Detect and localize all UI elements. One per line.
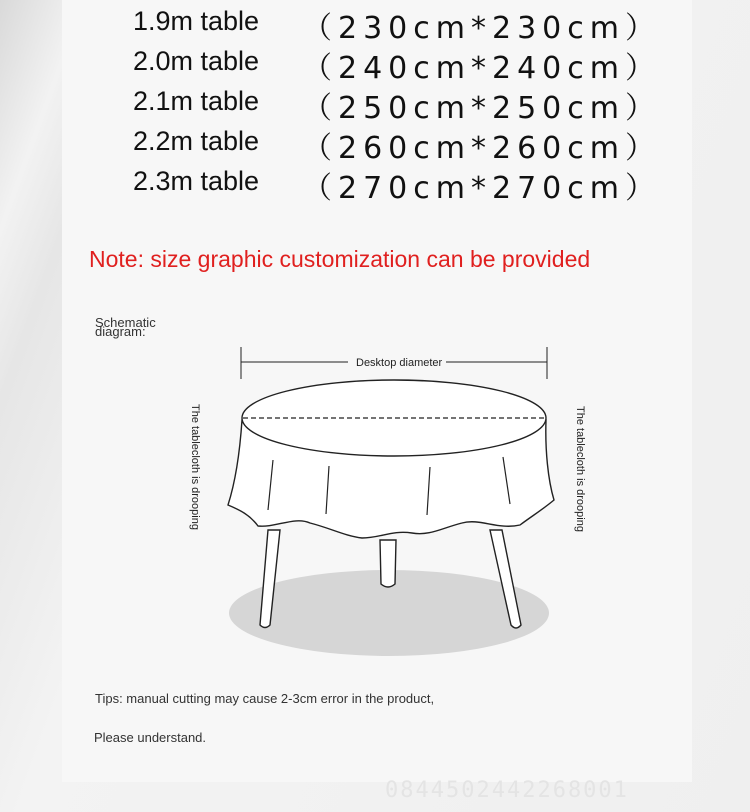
size-dimension: （270cm*270cm） bbox=[302, 171, 661, 206]
desktop-diameter-label: Desktop diameter bbox=[356, 357, 443, 369]
size-row bbox=[130, 162, 661, 206]
drooping-label-right: The tablecloth is drooping bbox=[574, 406, 586, 532]
size-row bbox=[130, 42, 661, 86]
size-label: 1.9m table bbox=[133, 6, 260, 36]
tips-text: Tips: manual cutting may cause 2-3cm error in the product, bbox=[95, 691, 435, 706]
drooping-label-left: The tablecloth is drooping bbox=[189, 404, 201, 530]
size-dimension: （250cm*250cm） bbox=[302, 91, 661, 126]
watermark: 0844502442268001 bbox=[385, 778, 629, 803]
please-understand-text: Please understand. bbox=[94, 730, 207, 745]
size-table bbox=[130, 2, 661, 206]
size-dimension: （240cm*240cm） bbox=[302, 51, 661, 86]
size-label: 2.3m table bbox=[133, 166, 260, 196]
size-label: 2.0m table bbox=[133, 46, 260, 76]
size-row bbox=[130, 82, 661, 126]
size-label: 2.1m table bbox=[133, 86, 260, 116]
size-dimension: （260cm*260cm） bbox=[302, 131, 661, 166]
size-label: 2.2m table bbox=[133, 126, 260, 156]
size-row bbox=[130, 2, 661, 46]
customization-note: Note: size graphic customization can be provided bbox=[89, 246, 591, 272]
size-row bbox=[130, 122, 661, 166]
size-dimension: （230cm*230cm） bbox=[302, 11, 661, 46]
schematic-label: Schematic diagram: bbox=[95, 315, 156, 339]
table-leg-middle bbox=[380, 540, 396, 587]
table-schematic-diagram bbox=[180, 340, 600, 670]
